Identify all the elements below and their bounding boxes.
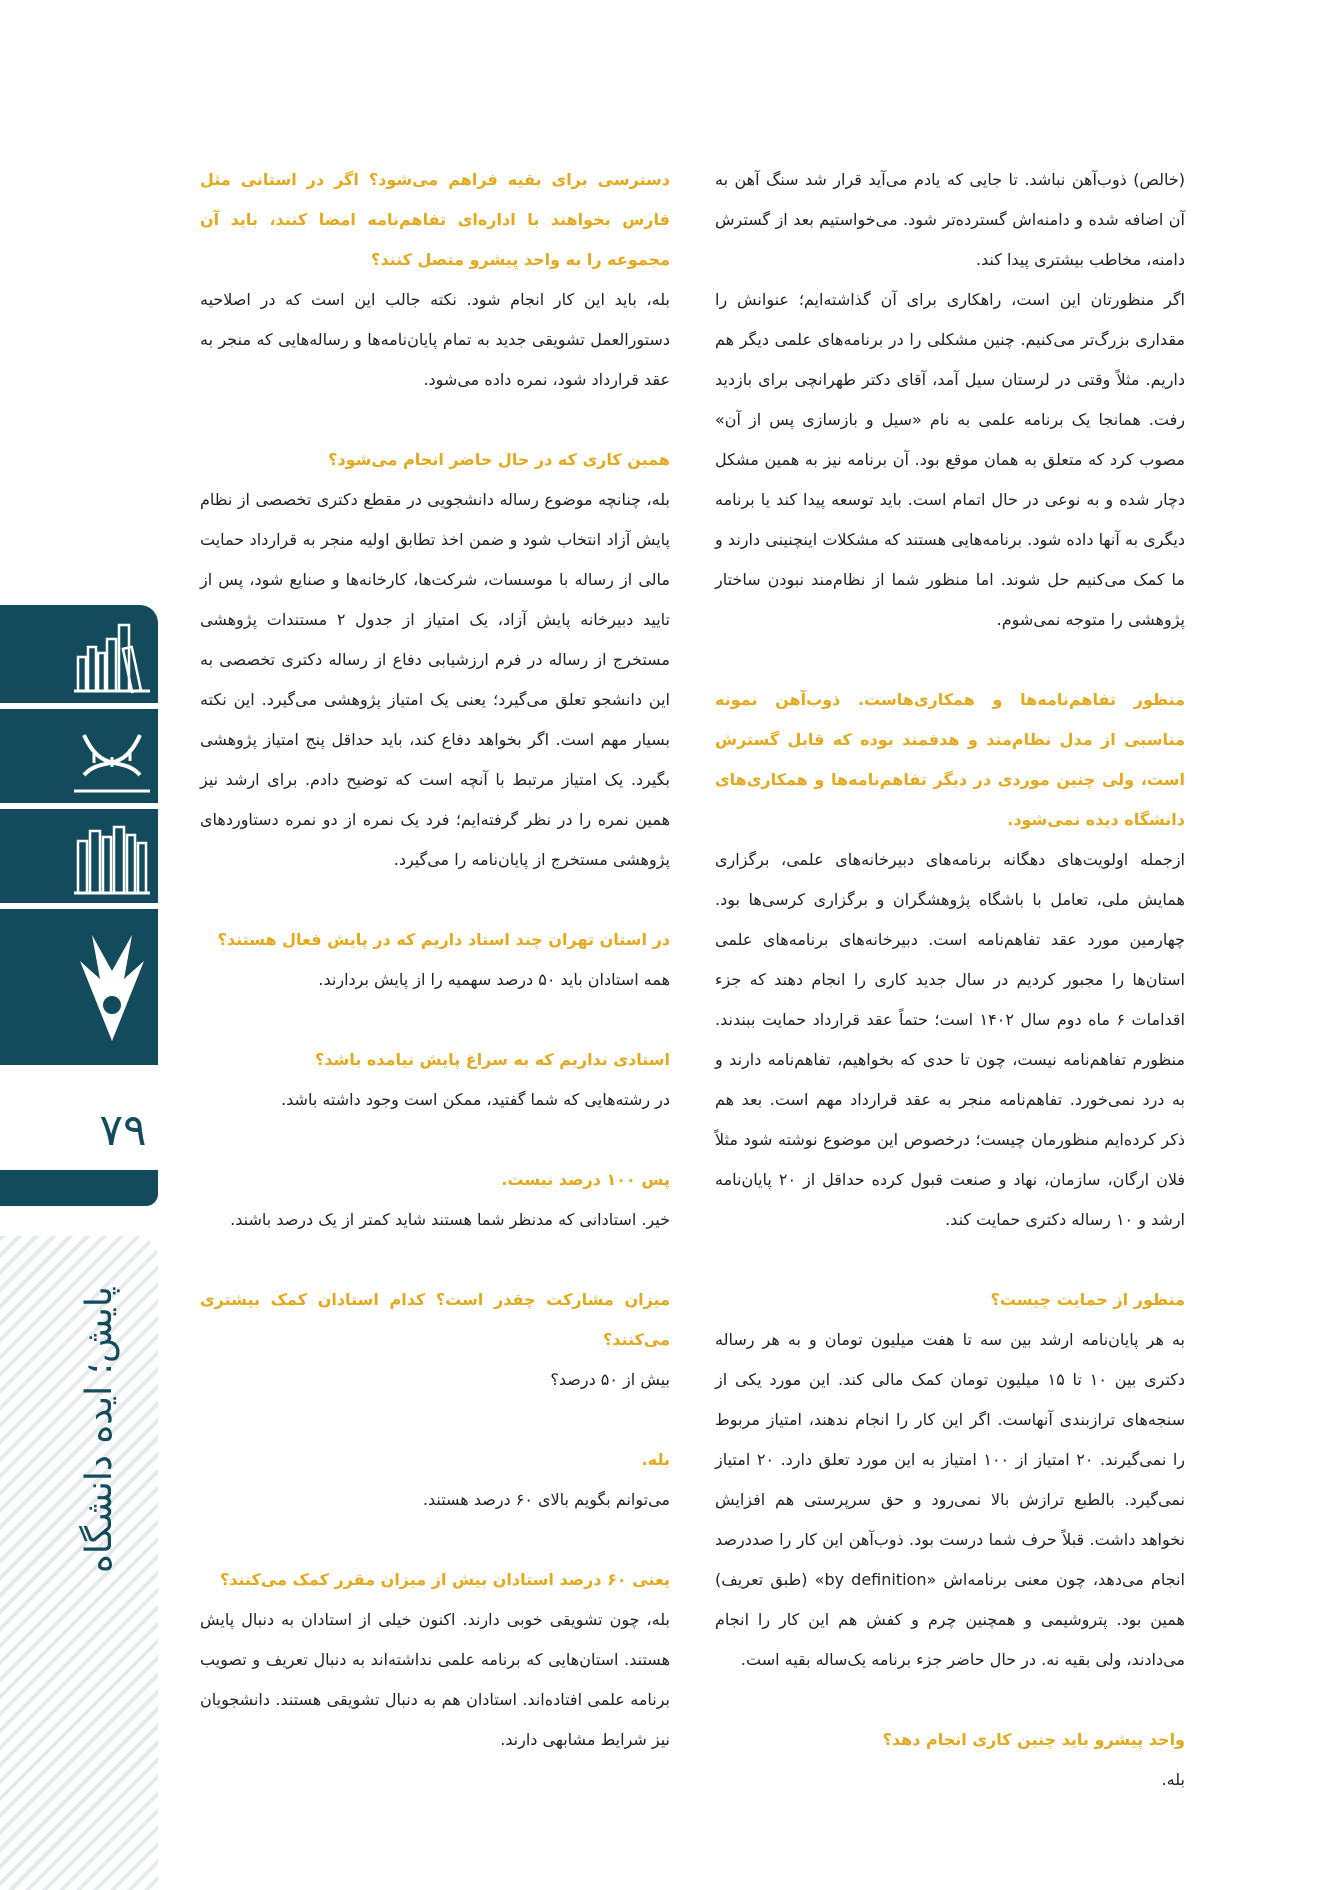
paragraph: بله، چون تشویقی خوبی دارند. اکنون خیلی از استادان به دنبال پایش هستند. استان‌هایی که برنامه علمی نداشته‌اند به دنبال تعریف و تصویب برنامه علمی افتاده‌اند. استادان هم به دنبال تشویقی هستند. دانشجویان نیز شرایط مشابهی دارند. [200, 1610, 670, 1749]
journal-title: پایش؛ ایده دانشگاه [79, 1286, 120, 1574]
sidebar-band-bottom [0, 1170, 158, 1206]
books-icon [72, 617, 152, 697]
band-divider [0, 903, 158, 909]
interview-question: میزان مشارکت چقدر است؟ کدام استادان کمک بیشتری می‌کنند؟ [200, 1290, 670, 1349]
interview-question: در استان تهران چند استاد داریم که در پایش فعال هستند؟ [217, 930, 670, 949]
paragraph: خیر. استادانی که مدنظر شما هستند شاید کمتر از یک درصد باشند. [230, 1210, 670, 1229]
left-column [200, 160, 670, 1760]
interview-question: منظور تفاهم‌نامه‌ها و همکاری‌هاست. ذوب‌آهن نمونه مناسبی از مدل نظام‌مند و هدفمند بوده که قابل گسترش است، ولی چنین موردی در دیگر تفاهم‌نامه‌ها و همکاری‌های دانشگاه دیده نمی‌شود. [715, 690, 1185, 829]
university-logo-icon [72, 921, 152, 1051]
interview-question: پس ۱۰۰ درصد نیست. [501, 1170, 670, 1189]
band-divider [0, 703, 158, 709]
paragraph: همه استادان باید ۵۰ درصد سهمیه را از پایش بردارند. [318, 970, 670, 989]
interview-question: واحد پیشرو باید چنین کاری انجام دهد؟ [882, 1730, 1185, 1749]
paragraph: می‌توانم بگویم بالای ۶۰ درصد هستند. [422, 1490, 670, 1509]
paragraph: بله، چنانچه موضوع رساله دانشجویی در مقطع دکتری تخصصی از نظام پایش آزاد انتخاب شود و ضمن اخذ تطابق اولیه منجر به قرارداد حمایت مالی از رساله با موسسات، شرکت‌ها، کارخانه‌ها و صنایع شود، پس از تایید دبیرخانه پایش آزاد، یک امتیاز از جدول ۲ مستندات پژوهشی مستخرج از رساله در فرم ارزشیابی دفاع از رساله دکتری تخصصی به این دانشجو تعلق می‌گیرد؛ یعنی یک امتیاز پژوهشی می‌گیرد. این نکته بسیار مهم است. اگر بخواهد دفاع کند، باید حداقل پنج امتیاز پژوهشی بگیرد. یک امتیاز مرتبط با آنچه است که توضیح دادم. برای ارشد نیز همین نمره را در نظر گرفته‌ایم؛ فرد یک نمره از دو نمره دستاوردهای پژوهشی مستخرج از پایان‌نامه را می‌گیرد. [200, 490, 670, 869]
bookshelf-icon [72, 817, 152, 897]
paragraph: در رشته‌هایی که شما گفتید، ممکن است وجود داشته باشد. [281, 1090, 670, 1109]
interview-question: استادی نداریم که به سراغ پایش نیامده باشد؟ [315, 1050, 670, 1069]
interview-question: دسترسی برای بقیه فراهم می‌شود؟ اگر در استانی مثل فارس بخواهند با اداره‌ای تفاهم‌نامه امضا کنند، باید آن مجموعه را به واحد پیشرو متصل کنند؟ [200, 170, 670, 269]
sidebar-band [0, 605, 158, 1065]
paragraph: بله. [1161, 1770, 1185, 1789]
right-column [715, 160, 1185, 1800]
paragraph: ازجمله اولویت‌های دهگانه برنامه‌های دبیرخانه‌های علمی، برگزاری همایش ملی، تعامل با باشگاه پژوهشگران و برگزاری کرسی‌ها بود. چهارمین مورد عقد تفاهم‌نامه است. دبیرخانه‌های برنامه‌های علمی استان‌ها را مجبور کردیم در سال جدید کاری را انجام دهند که جزء اقدامات ۶ ماه دوم سال ۱۴۰۲ است؛ حتماً عقد قرارداد حمایت ببندند. منظورم تفاهم‌نامه نیست، چون تا حدی که بخواهیم، تفاهم‌نامه دارند و به درد نمی‌خورد. تفاهم‌نامه منجر به عقد قرارداد مهم است. بعد هم ذکر کرده‌ایم منظورمان چیست؛ درخصوص این موضوع نوشته شود مثلاً فلان ارگان، سازمان، نهاد و صنعت قبول کرده حداقل از ۲۰ پایان‌نامه ارشد و ۱۰ رساله دکتری حمایت کند. [715, 850, 1186, 1229]
interview-question: همین کاری که در حال حاضر انجام می‌شود؟ [328, 450, 670, 469]
paragraph: به هر پایان‌نامه ارشد بین سه تا هفت میلیون تومان و به هر رساله دکتری بین ۱۰ تا ۱۵ میلیون تومان کمک مالی کند. این مورد یکی از سنجه‌های ترازبندی آنهاست. اگر این کار را انجام ندهند، امتیاز مربوط را نمی‌گیرند. ۲۰ امتیاز از ۱۰۰ امتیاز به این مورد تعلق دارد. ۲۰ امتیاز نمی‌گیرد. بالطبع ترازش بالا نمی‌رود و حق سرپرستی هم افزایش نخواهد داشت. قبلاً حرف شما درست بود. ذوب‌آهن این کار را صددرصد انجام می‌دهد، چون معنی برنامه‌اش «by definition» (طبق تعریف) همین بود. پتروشیمی و همچنین چرم و کفش هم این کار را انجام می‌دادند، ولی بقیه نه. در حال حاضر جزء برنامه یک‌ساله بقیه است. [715, 1330, 1186, 1669]
dna-icon [72, 715, 152, 795]
interview-question: یعنی ۶۰ درصد استادان بیش از میزان مقرر کمک می‌کنند؟ [219, 1570, 670, 1589]
paragraph: اگر منظورتان این است، راهکاری برای آن گذاشته‌ایم؛ عنوانش را مقداری بزرگ‌تر می‌کنیم. چنین مشکلی را در برنامه‌های علمی دیگر هم داریم. مثلاً وقتی در لرستان سیل آمد، آقای دکتر طهرانچی برای بازدید رفت. همانجا یک برنامه علمی به نام «سیل و بازسازی پس از آن» مصوب کرد که متعلق به همان موقع بود. آن برنامه نیز به همین مشکل دچار شده و به نوعی در حال اتمام است. باید توسعه پیدا کند یا برنامه دیگری به آنها داده شود. برنامه‌هایی هستند که مشکلات اینچنینی دارند و ما کمک می‌کنیم حل شوند. اما منظور شما از نظام‌مند نبودن ساختار پژوهشی را متوجه نمی‌شوم. [715, 290, 1185, 629]
paragraph: بله، باید این کار انجام شود. نکته جالب این است که در اصلاحیه دستورالعمل تشویقی جدید به تمام پایان‌نامه‌ها و رساله‌هایی که منجر به عقد قرارداد شود، نمره داده می‌شود. [200, 290, 670, 389]
paragraph: (خالص) ذوب‌آهن نباشد. تا جایی که یادم می‌آید قرار شد سنگ آهن به آن اضافه شده و دامنه‌اش گسترده‌تر شود. می‌خواستیم بعد از گسترش دامنه، مخاطب بیشتری پیدا کند. [715, 170, 1185, 269]
band-divider [0, 803, 158, 809]
paragraph: بیش از ۵۰ درصد؟ [550, 1370, 670, 1389]
interview-question: بله. [641, 1450, 670, 1469]
interview-question: منظور از حمایت چیست؟ [990, 1290, 1185, 1309]
page-number: ۷۹ [99, 1105, 147, 1156]
